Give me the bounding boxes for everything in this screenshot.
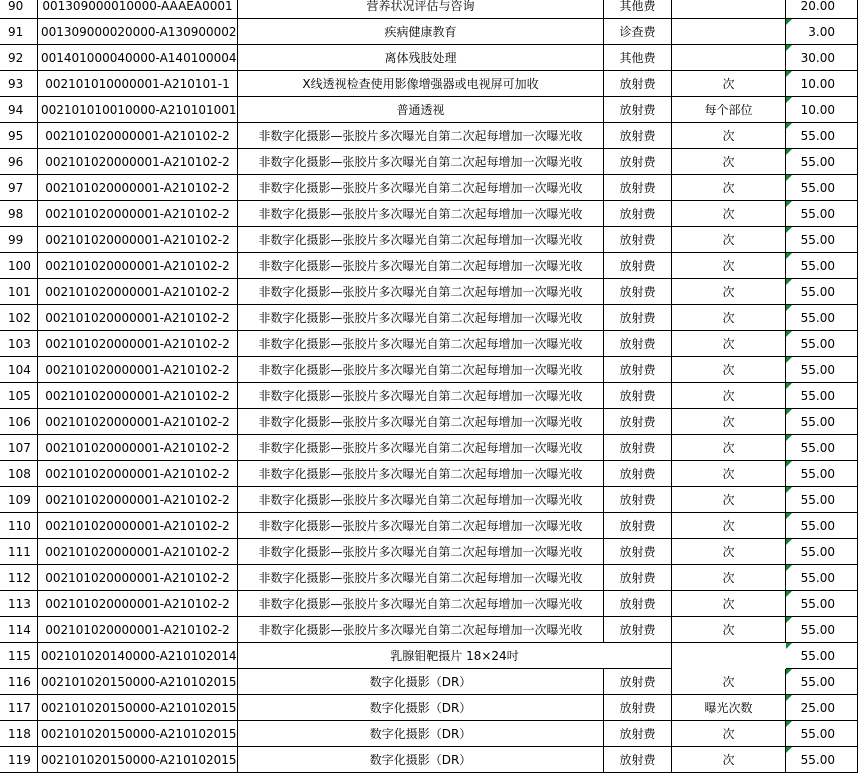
price-cell[interactable]: 55.00 [786, 747, 858, 773]
unit-cell[interactable]: 次 [672, 357, 786, 383]
price-cell[interactable]: 10.00 [786, 97, 858, 123]
unit-cell[interactable]: 次 [672, 487, 786, 513]
table-row [0, 721, 858, 747]
cell-marker-icon [786, 97, 792, 103]
table-row [0, 227, 858, 253]
unit-cell[interactable]: 次 [672, 669, 786, 695]
unit-cell[interactable]: 次 [672, 149, 786, 175]
row-number-cell[interactable]: 104 [0, 357, 38, 383]
item-code-cell[interactable]: 001309000010000-AAAEA0001 [38, 0, 238, 19]
table-row [0, 461, 858, 487]
table-row [0, 591, 858, 617]
row-number-cell[interactable]: 103 [0, 331, 38, 357]
row-number-cell[interactable]: 112 [0, 565, 38, 591]
unit-cell[interactable]: 次 [672, 617, 786, 643]
item-code-cell[interactable]: 002101020000001-A210102-2 [38, 357, 238, 383]
row-number-cell[interactable]: 95 [0, 123, 38, 149]
item-name-cell[interactable]: 非数字化摄影—张胶片多次曝光自第二次起每增加一次曝光收 [238, 565, 604, 591]
item-code-cell[interactable]: 002101020000001-A210102-2 [38, 565, 238, 591]
table-row [0, 305, 858, 331]
cell-marker-icon [786, 487, 792, 493]
price-cell[interactable]: 55.00 [786, 175, 858, 201]
item-name-cell[interactable]: 非数字化摄影—张胶片多次曝光自第二次起每增加一次曝光收 [238, 409, 604, 435]
fee-type-cell[interactable]: 放射费 [604, 695, 672, 721]
cell-marker-icon [786, 19, 792, 25]
price-cell[interactable]: 55.00 [786, 643, 858, 669]
unit-cell[interactable]: 次 [672, 201, 786, 227]
row-number-cell[interactable]: 113 [0, 591, 38, 617]
cell-marker-icon [786, 747, 792, 753]
cell-marker-icon [786, 123, 792, 129]
price-cell[interactable]: 55.00 [786, 565, 858, 591]
cell-marker-icon [786, 695, 792, 701]
table-row [0, 0, 858, 19]
item-code-cell[interactable]: 002101020000001-A210102-2 [38, 461, 238, 487]
cell-marker-icon [786, 591, 792, 597]
item-code-cell[interactable]: 002101020150000-A210102015 [38, 669, 238, 695]
table-row [0, 357, 858, 383]
item-code-cell[interactable]: 002101020000001-A210102-2 [38, 331, 238, 357]
table-row [0, 201, 858, 227]
row-number-cell[interactable]: 105 [0, 383, 38, 409]
table-row [0, 123, 858, 149]
cell-marker-icon [786, 669, 792, 675]
row-number-cell[interactable]: 102 [0, 305, 38, 331]
item-name-cell[interactable]: 非数字化摄影—张胶片多次曝光自第二次起每增加一次曝光收 [238, 149, 604, 175]
unit-cell[interactable]: 次 [672, 461, 786, 487]
item-name-cell[interactable]: 非数字化摄影—张胶片多次曝光自第二次起每增加一次曝光收 [238, 461, 604, 487]
fee-type-cell[interactable]: 放射费 [604, 227, 672, 253]
fee-type-cell[interactable]: 放射费 [604, 123, 672, 149]
cell-marker-icon [786, 409, 792, 415]
item-name-cell[interactable]: 数字化摄影（DR） [238, 695, 604, 721]
item-name-cell[interactable]: 普通透视 [238, 97, 604, 123]
row-number-cell[interactable]: 115 [0, 643, 38, 669]
row-number-cell[interactable]: 94 [0, 97, 38, 123]
price-cell[interactable]: 55.00 [786, 305, 858, 331]
fee-type-cell[interactable]: 放射费 [604, 461, 672, 487]
table-row [0, 695, 858, 721]
price-cell[interactable]: 55.00 [786, 487, 858, 513]
fee-type-cell[interactable]: 放射费 [604, 487, 672, 513]
row-number-cell[interactable]: 98 [0, 201, 38, 227]
item-name-cell[interactable]: 非数字化摄影—张胶片多次曝光自第二次起每增加一次曝光收 [238, 383, 604, 409]
row-number-cell[interactable]: 116 [0, 669, 38, 695]
fee-type-cell[interactable]: 其他费 [604, 0, 672, 19]
table-row [0, 539, 858, 565]
fee-type-cell[interactable]: 放射费 [604, 201, 672, 227]
unit-cell[interactable]: 次 [672, 591, 786, 617]
price-cell[interactable]: 55.00 [786, 435, 858, 461]
table-row [0, 409, 858, 435]
price-cell[interactable]: 20.00 [786, 0, 858, 19]
item-code-cell[interactable]: 002101020000001-A210102-2 [38, 253, 238, 279]
item-code-cell[interactable]: 002101020000001-A210102-2 [38, 383, 238, 409]
item-name-cell[interactable]: 非数字化摄影—张胶片多次曝光自第二次起每增加一次曝光收 [238, 331, 604, 357]
unit-cell[interactable]: 次 [672, 435, 786, 461]
unit-cell[interactable]: 次 [672, 71, 786, 97]
item-name-cell[interactable]: 数字化摄影（DR） [238, 721, 604, 747]
row-number-cell[interactable]: 91 [0, 19, 38, 45]
row-number-cell[interactable]: 109 [0, 487, 38, 513]
item-code-cell[interactable]: 001309000020000-A130900002 [38, 19, 238, 45]
unit-cell[interactable]: 次 [672, 175, 786, 201]
cell-marker-icon [786, 227, 792, 233]
row-number-cell[interactable]: 96 [0, 149, 38, 175]
row-number-cell[interactable]: 117 [0, 695, 38, 721]
item-name-cell[interactable]: 非数字化摄影—张胶片多次曝光自第二次起每增加一次曝光收 [238, 227, 604, 253]
cell-marker-icon [786, 383, 792, 389]
item-name-cell[interactable]: 非数字化摄影—张胶片多次曝光自第二次起每增加一次曝光收 [238, 617, 604, 643]
table-row [0, 565, 858, 591]
table-row [0, 747, 858, 773]
cell-marker-icon [786, 357, 792, 363]
unit-cell[interactable]: 次 [672, 409, 786, 435]
item-code-cell[interactable]: 002101020000001-A210102-2 [38, 201, 238, 227]
cell-marker-icon [786, 721, 792, 727]
fee-type-cell[interactable]: 放射费 [604, 175, 672, 201]
fee-type-cell[interactable]: 放射费 [604, 331, 672, 357]
cell-marker-icon [786, 71, 792, 77]
table-row [0, 19, 858, 45]
item-code-cell[interactable]: 002101020000001-A210102-2 [38, 123, 238, 149]
item-name-cell[interactable]: 非数字化摄影—张胶片多次曝光自第二次起每增加一次曝光收 [238, 201, 604, 227]
item-name-cell[interactable]: 数字化摄影（DR） [238, 669, 604, 695]
price-cell[interactable]: 25.00 [786, 695, 858, 721]
row-number-cell[interactable]: 107 [0, 435, 38, 461]
item-name-cell[interactable]: 乳腺钼靶摄片 18×24吋 [238, 643, 672, 669]
unit-cell[interactable]: 次 [672, 305, 786, 331]
cell-marker-icon [786, 643, 792, 649]
fee-type-cell[interactable]: 放射费 [604, 383, 672, 409]
price-cell[interactable]: 55.00 [786, 279, 858, 305]
fee-type-cell[interactable]: 放射费 [604, 305, 672, 331]
row-number-cell[interactable]: 108 [0, 461, 38, 487]
row-number-cell[interactable]: 106 [0, 409, 38, 435]
item-name-cell[interactable]: 非数字化摄影—张胶片多次曝光自第二次起每增加一次曝光收 [238, 357, 604, 383]
fee-type-cell[interactable]: 放射费 [604, 591, 672, 617]
cell-marker-icon [786, 435, 792, 441]
price-cell[interactable]: 30.00 [786, 45, 858, 71]
table-row [0, 435, 858, 461]
price-cell[interactable]: 55.00 [786, 721, 858, 747]
unit-cell[interactable]: 每个部位 [672, 97, 786, 123]
price-cell[interactable]: 55.00 [786, 539, 858, 565]
item-code-cell[interactable]: 002101020150000-A210102015 [38, 747, 238, 773]
fee-type-cell[interactable]: 放射费 [604, 97, 672, 123]
item-code-cell[interactable]: 002101020000001-A210102-2 [38, 435, 238, 461]
fee-type-cell[interactable]: 诊查费 [604, 19, 672, 45]
item-code-cell[interactable]: 002101020150000-A210102015 [38, 721, 238, 747]
item-code-cell[interactable]: 002101020000001-A210102-2 [38, 149, 238, 175]
cell-marker-icon [786, 175, 792, 181]
table-row [0, 175, 858, 201]
fee-type-cell[interactable]: 放射费 [604, 279, 672, 305]
cell-marker-icon [786, 149, 792, 155]
table-row [0, 253, 858, 279]
table-row [0, 669, 858, 695]
fee-type-cell[interactable]: 放射费 [604, 253, 672, 279]
table-row [0, 71, 858, 97]
row-number-cell[interactable]: 90 [0, 0, 38, 19]
cell-marker-icon [786, 305, 792, 311]
price-cell[interactable]: 55.00 [786, 357, 858, 383]
item-code-cell[interactable]: 002101020140000-A210102014 [38, 643, 238, 669]
item-name-cell[interactable]: 非数字化摄影—张胶片多次曝光自第二次起每增加一次曝光收 [238, 591, 604, 617]
table-row [0, 617, 858, 643]
item-name-cell[interactable]: 非数字化摄影—张胶片多次曝光自第二次起每增加一次曝光收 [238, 279, 604, 305]
item-code-cell[interactable]: 002101020000001-A210102-2 [38, 279, 238, 305]
price-cell[interactable]: 55.00 [786, 227, 858, 253]
row-number-cell[interactable]: 99 [0, 227, 38, 253]
row-number-cell[interactable]: 97 [0, 175, 38, 201]
unit-cell[interactable]: 次 [672, 279, 786, 305]
table-row [0, 279, 858, 305]
unit-cell[interactable]: 次 [672, 227, 786, 253]
table-row [0, 45, 858, 71]
unit-cell[interactable]: 次 [672, 253, 786, 279]
unit-cell[interactable]: 次 [672, 331, 786, 357]
item-name-cell[interactable]: 离体残肢处理 [238, 45, 604, 71]
unit-cell[interactable]: 曝光次数 [672, 695, 786, 721]
unit-cell[interactable] [672, 45, 786, 71]
row-number-cell[interactable]: 92 [0, 45, 38, 71]
item-name-cell[interactable]: X线透视检查使用影像增强器或电视屏可加收 [238, 71, 604, 97]
item-name-cell[interactable]: 非数字化摄影—张胶片多次曝光自第二次起每增加一次曝光收 [238, 513, 604, 539]
fee-type-cell[interactable]: 放射费 [604, 149, 672, 175]
table-row [0, 149, 858, 175]
price-cell[interactable]: 55.00 [786, 461, 858, 487]
price-cell[interactable]: 3.00 [786, 19, 858, 45]
item-name-cell[interactable]: 数字化摄影（DR） [238, 747, 604, 773]
fee-type-cell[interactable]: 放射费 [604, 357, 672, 383]
row-number-cell[interactable]: 101 [0, 279, 38, 305]
fee-type-cell[interactable]: 放射费 [604, 409, 672, 435]
item-name-cell[interactable]: 非数字化摄影—张胶片多次曝光自第二次起每增加一次曝光收 [238, 253, 604, 279]
fee-type-cell[interactable]: 放射费 [604, 71, 672, 97]
unit-cell[interactable]: 次 [672, 513, 786, 539]
item-code-cell[interactable]: 002101020000001-A210102-2 [38, 409, 238, 435]
fee-type-cell[interactable]: 放射费 [604, 435, 672, 461]
price-cell[interactable]: 55.00 [786, 149, 858, 175]
item-code-cell[interactable]: 002101010000001-A210101-1 [38, 71, 238, 97]
row-number-cell[interactable]: 100 [0, 253, 38, 279]
item-code-cell[interactable]: 002101010010000-A210101001 [38, 97, 238, 123]
item-code-cell[interactable]: 002101020000001-A210102-2 [38, 617, 238, 643]
price-cell[interactable]: 55.00 [786, 331, 858, 357]
item-code-cell[interactable]: 002101020000001-A210102-2 [38, 539, 238, 565]
cell-marker-icon [786, 253, 792, 259]
price-cell[interactable]: 55.00 [786, 201, 858, 227]
table-row [0, 383, 858, 409]
table-row [0, 643, 858, 669]
item-code-cell[interactable]: 002101020000001-A210102-2 [38, 175, 238, 201]
fee-type-cell[interactable]: 放射费 [604, 513, 672, 539]
unit-cell[interactable]: 次 [672, 123, 786, 149]
row-number-cell[interactable]: 119 [0, 747, 38, 773]
row-number-cell[interactable]: 110 [0, 513, 38, 539]
item-code-cell[interactable]: 002101020000001-A210102-2 [38, 487, 238, 513]
cell-marker-icon [786, 565, 792, 571]
item-name-cell[interactable]: 非数字化摄影—张胶片多次曝光自第二次起每增加一次曝光收 [238, 435, 604, 461]
cell-marker-icon [786, 45, 792, 51]
unit-cell[interactable]: 次 [672, 565, 786, 591]
cell-marker-icon [786, 513, 792, 519]
price-cell[interactable]: 55.00 [786, 513, 858, 539]
row-number-cell[interactable]: 118 [0, 721, 38, 747]
price-cell[interactable]: 55.00 [786, 591, 858, 617]
table-row [0, 331, 858, 357]
table-row [0, 487, 858, 513]
price-cell[interactable]: 55.00 [786, 409, 858, 435]
unit-cell[interactable]: 次 [672, 383, 786, 409]
cell-marker-icon [786, 279, 792, 285]
unit-cell[interactable] [672, 0, 786, 19]
cell-marker-icon [786, 201, 792, 207]
item-code-cell[interactable]: 001401000040000-A140100004 [38, 45, 238, 71]
cell-marker-icon [786, 331, 792, 337]
fee-type-cell[interactable]: 其他费 [604, 45, 672, 71]
cell-marker-icon [786, 539, 792, 545]
table-row [0, 513, 858, 539]
fee-type-cell[interactable]: 放射费 [604, 617, 672, 643]
price-cell[interactable]: 55.00 [786, 253, 858, 279]
table-row [0, 97, 858, 123]
fee-type-cell[interactable]: 放射费 [604, 747, 672, 773]
fee-type-cell[interactable]: 放射费 [604, 565, 672, 591]
item-name-cell[interactable]: 非数字化摄影—张胶片多次曝光自第二次起每增加一次曝光收 [238, 305, 604, 331]
price-cell[interactable]: 55.00 [786, 383, 858, 409]
fee-type-cell[interactable]: 放射费 [604, 669, 672, 695]
price-cell[interactable]: 55.00 [786, 123, 858, 149]
item-name-cell[interactable]: 非数字化摄影—张胶片多次曝光自第二次起每增加一次曝光收 [238, 175, 604, 201]
price-cell[interactable]: 10.00 [786, 71, 858, 97]
item-name-cell[interactable]: 疾病健康教育 [238, 19, 604, 45]
row-number-cell[interactable]: 93 [0, 71, 38, 97]
item-code-cell[interactable]: 002101020000001-A210102-2 [38, 591, 238, 617]
price-cell[interactable]: 55.00 [786, 669, 858, 695]
item-code-cell[interactable]: 002101020150000-A210102015 [38, 695, 238, 721]
item-name-cell[interactable]: 非数字化摄影—张胶片多次曝光自第二次起每增加一次曝光收 [238, 539, 604, 565]
item-code-cell[interactable]: 002101020000001-A210102-2 [38, 305, 238, 331]
fee-type-cell[interactable]: 放射费 [604, 721, 672, 747]
row-number-cell[interactable]: 114 [0, 617, 38, 643]
unit-cell[interactable] [672, 19, 786, 45]
row-number-cell[interactable]: 111 [0, 539, 38, 565]
item-code-cell[interactable]: 002101020000001-A210102-2 [38, 227, 238, 253]
fee-type-cell[interactable]: 放射费 [604, 539, 672, 565]
item-code-cell[interactable]: 002101020000001-A210102-2 [38, 513, 238, 539]
price-cell[interactable]: 55.00 [786, 617, 858, 643]
unit-cell[interactable]: 次 [672, 747, 786, 773]
unit-cell[interactable]: 次 [672, 721, 786, 747]
cell-marker-icon [786, 617, 792, 623]
item-name-cell[interactable]: 非数字化摄影—张胶片多次曝光自第二次起每增加一次曝光收 [238, 487, 604, 513]
item-name-cell[interactable]: 非数字化摄影—张胶片多次曝光自第二次起每增加一次曝光收 [238, 123, 604, 149]
unit-cell[interactable]: 次 [672, 539, 786, 565]
cell-marker-icon [786, 461, 792, 467]
item-name-cell[interactable]: 营养状况评估与咨询 [238, 0, 604, 19]
